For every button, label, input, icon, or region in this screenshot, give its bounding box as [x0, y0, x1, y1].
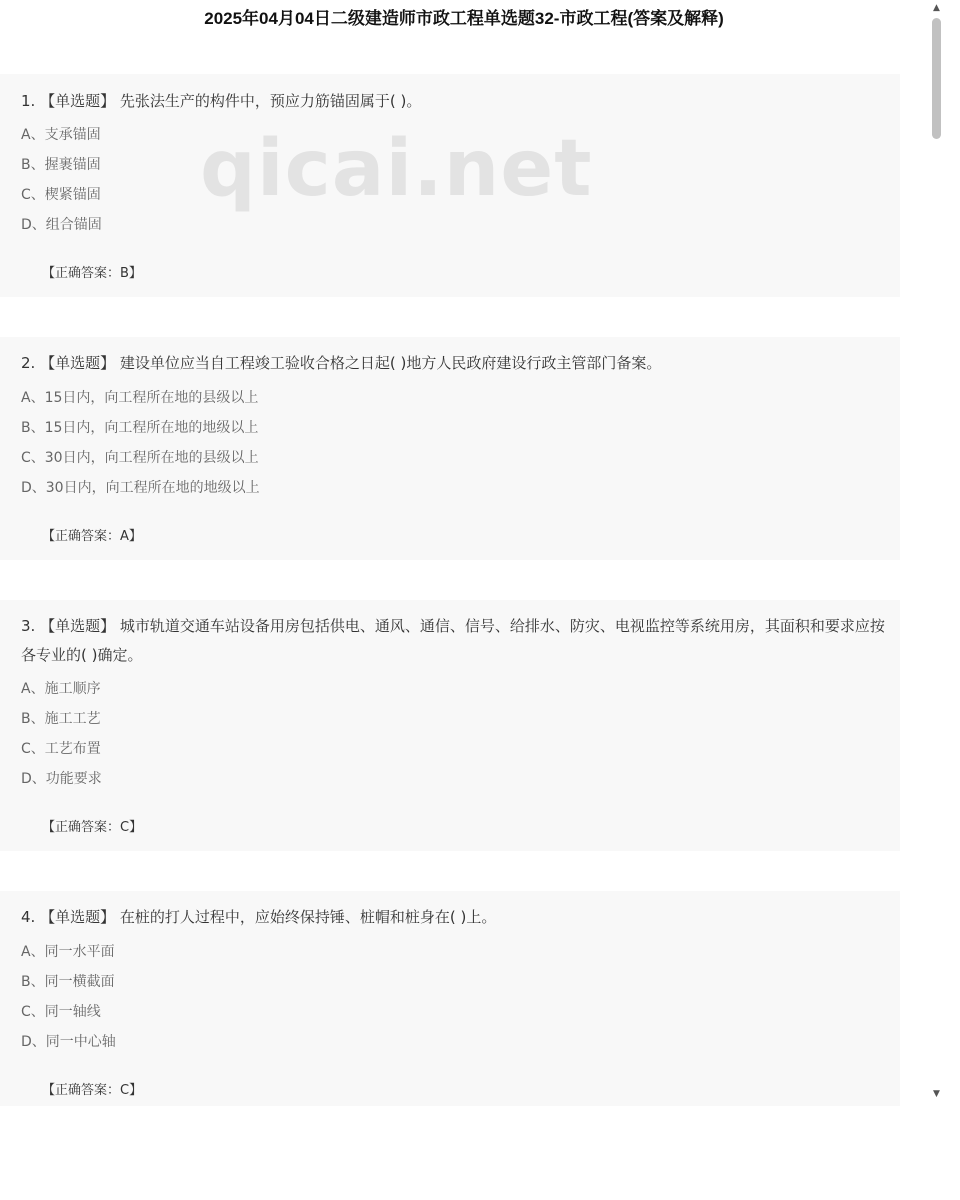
question-card-4 — [0, 891, 900, 1106]
question-type: 【单选题】 — [40, 617, 116, 635]
option-b: B、施工工艺 — [21, 711, 101, 727]
question-type: 【单选题】 — [40, 92, 116, 110]
question-card-2 — [0, 337, 900, 560]
scroll-up-arrow-icon[interactable]: ▲ — [933, 3, 940, 13]
option-b: B、同一横截面 — [21, 974, 115, 990]
question-type: 【单选题】 — [40, 354, 116, 372]
correct-answer: 【正确答案：C】 — [42, 820, 143, 835]
option-a: A、15日内，向工程所在地的县级以上 — [21, 390, 259, 406]
option-a: A、同一水平面 — [21, 944, 115, 960]
option-d: D、功能要求 — [21, 771, 102, 787]
question-text: 建设单位应当自工程竣工验收合格之日起( )地方人民政府建设行政主管部门备案。 — [119, 354, 662, 372]
question-number: 1. — [21, 92, 36, 110]
scroll-down-arrow-icon[interactable]: ▼ — [933, 1089, 940, 1099]
question-number: 2. — [21, 354, 36, 372]
question-type: 【单选题】 — [40, 908, 116, 926]
correct-answer: 【正确答案：A】 — [42, 529, 142, 544]
watermark-logo: qicai.net — [200, 124, 593, 214]
question-text: 城市轨道交通车站设备用房包括供电、通风、通信、信号、给排水、防灾、电视监控等系统用房，其面积和要求应按各专业的( )确定。 — [21, 617, 885, 664]
option-b: B、握裹锚固 — [21, 157, 101, 173]
option-c: C、工艺布置 — [21, 741, 101, 757]
page-title: 2025年04月04日二级建造师市政工程单选题32-市政工程(答案及解释) — [204, 9, 724, 28]
question-card-3 — [0, 600, 900, 851]
option-d: D、同一中心轴 — [21, 1034, 116, 1050]
scrollbar-thumb[interactable] — [932, 18, 941, 139]
option-c: C、楔紧锚固 — [21, 187, 101, 203]
question-number: 4. — [21, 908, 36, 926]
question-stem — [21, 612, 887, 670]
option-a: A、施工顺序 — [21, 681, 101, 697]
option-b: B、15日内，向工程所在地的地级以上 — [21, 420, 259, 436]
correct-answer: 【正确答案：B】 — [42, 266, 142, 281]
question-number: 3. — [21, 617, 36, 635]
question-stem — [21, 349, 887, 378]
option-d: D、组合锚固 — [21, 217, 102, 233]
question-stem — [21, 87, 887, 116]
question-stem — [21, 903, 887, 932]
option-c: C、30日内，向工程所在地的县级以上 — [21, 450, 259, 466]
correct-answer: 【正确答案：C】 — [42, 1083, 143, 1098]
vertical-scrollbar[interactable] — [928, 0, 945, 1106]
question-card-1 — [0, 74, 900, 297]
question-text: 先张法生产的构件中，预应力筋锚固属于( )。 — [119, 92, 422, 110]
option-c: C、同一轴线 — [21, 1004, 101, 1020]
option-d: D、30日内，向工程所在地的地级以上 — [21, 480, 260, 496]
question-text: 在桩的打人过程中，应始终保持锤、桩帽和桩身在( )上。 — [119, 908, 497, 926]
option-a: A、支承锚固 — [21, 127, 101, 143]
